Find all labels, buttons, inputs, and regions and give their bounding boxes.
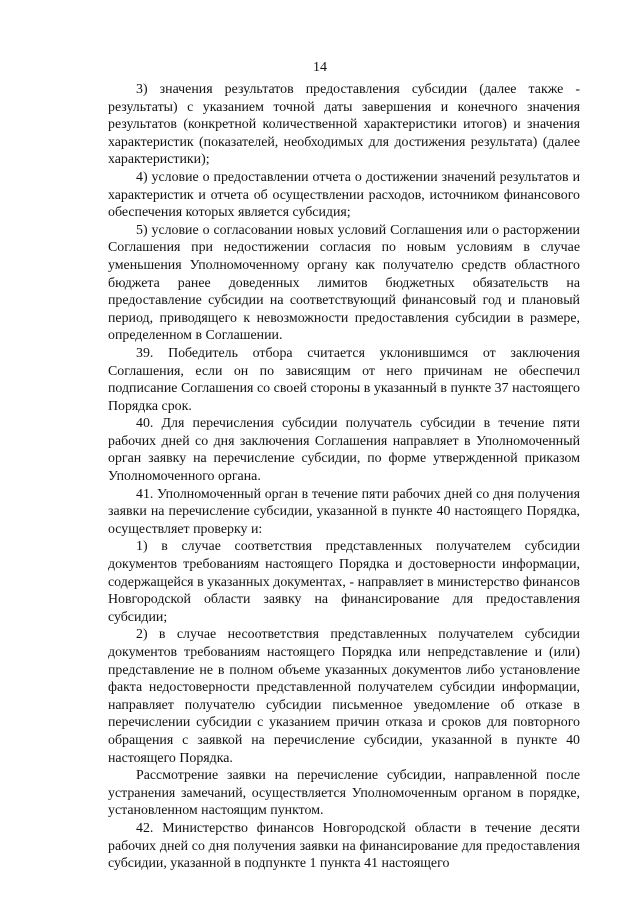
- paragraph-subitem-4-report-condition: 4) условие о предоставлении отчета о достижении значений результатов и характеристик и отчета об осуществлении расходов, источником финансового обеспечения которых является субсидия;: [108, 169, 580, 221]
- page-body: [108, 81, 580, 873]
- paragraph-clause-39: 39. Победитель отбора считается уклонившимся от заключения Соглашения, если он по зависящим от него причинам не обеспечил подписание Соглашения со своей стороны в указанный в пункте 37 настоящего Порядка срок.: [108, 345, 580, 414]
- paragraph-subitem-5-agreement-terms: 5) условие о согласовании новых условий Соглашения или о расторжении Соглашения при недостижении согласия по новым условиям в случае уменьшения Уполномоченному органу как получателю средств областного бюджета ранее доведенных лимитов бюджетных обязательств на предоставление субсидии на соответствующий финансовый год и плановый период, приводящего к невозможности предоставления субсидии в размере, определенном в Соглашении.: [108, 222, 580, 344]
- paragraph-clause-41: 41. Уполномоченный орган в течение пяти рабочих дней со дня получения заявки на перечисление субсидии, указанной в пункте 40 настоящего Порядка, осуществляет проверку и:: [108, 486, 580, 537]
- paragraph-clause-41-subitem-1: 1) в случае соответствия представленных получателем субсидии документов требованиям настоящего Порядка и достоверности информации, содержащейся в указанных документах, - направляет в министерство финансов Новгородской области заявку на финансирование для предоставления субсидии;: [108, 539, 580, 625]
- paragraph-clause-42: 42. Министерство финансов Новгородской области в течение десяти рабочих дней со дня получения заявки на финансирование для предоставления субсидии, указанной в подпункте 1 пункта 41 настоящего: [108, 820, 580, 872]
- paragraph-subitem-3-results: 3) значения результатов предоставления субсидии (далее также - результаты) с указанием точной даты завершения и конечного значения результатов (конкретной количественной характеристики итогов) и значения характеристик (показателей, необходимых для достижения результата) (далее характеристики);: [108, 82, 580, 168]
- paragraph-resubmission-review: Рассмотрение заявки на перечисление субсидии, направленной после устранения замечаний, осуществляется Уполномоченным органом в порядке, установленном настоящим пунктом.: [108, 768, 580, 819]
- paragraph-clause-40: 40. Для перечисления субсидии получатель субсидии в течение пяти рабочих дней со дня заключения Соглашения направляет в Уполномоченный орган заявку на перечисление субсидии, по форме утвержденной приказом Уполномоченного органа.: [108, 416, 580, 485]
- paragraph-clause-41-subitem-2: 2) в случае несоответствия представленных получателем субсидии документов требованиям настоящего Порядка или непредставление и (или) представление не в полном объеме указанных документов либо установление факта недостоверности представленной получателем субсидии информации, направляет получателю субсидии письменное уведомление об отказе в перечислении субсидии с указанием причин отказа и сроков для повторного обращения с заявкой на перечисление субсидии, указанной в пункте 40 настоящего Порядка.: [108, 627, 580, 766]
- page-number: 14: [313, 60, 327, 75]
